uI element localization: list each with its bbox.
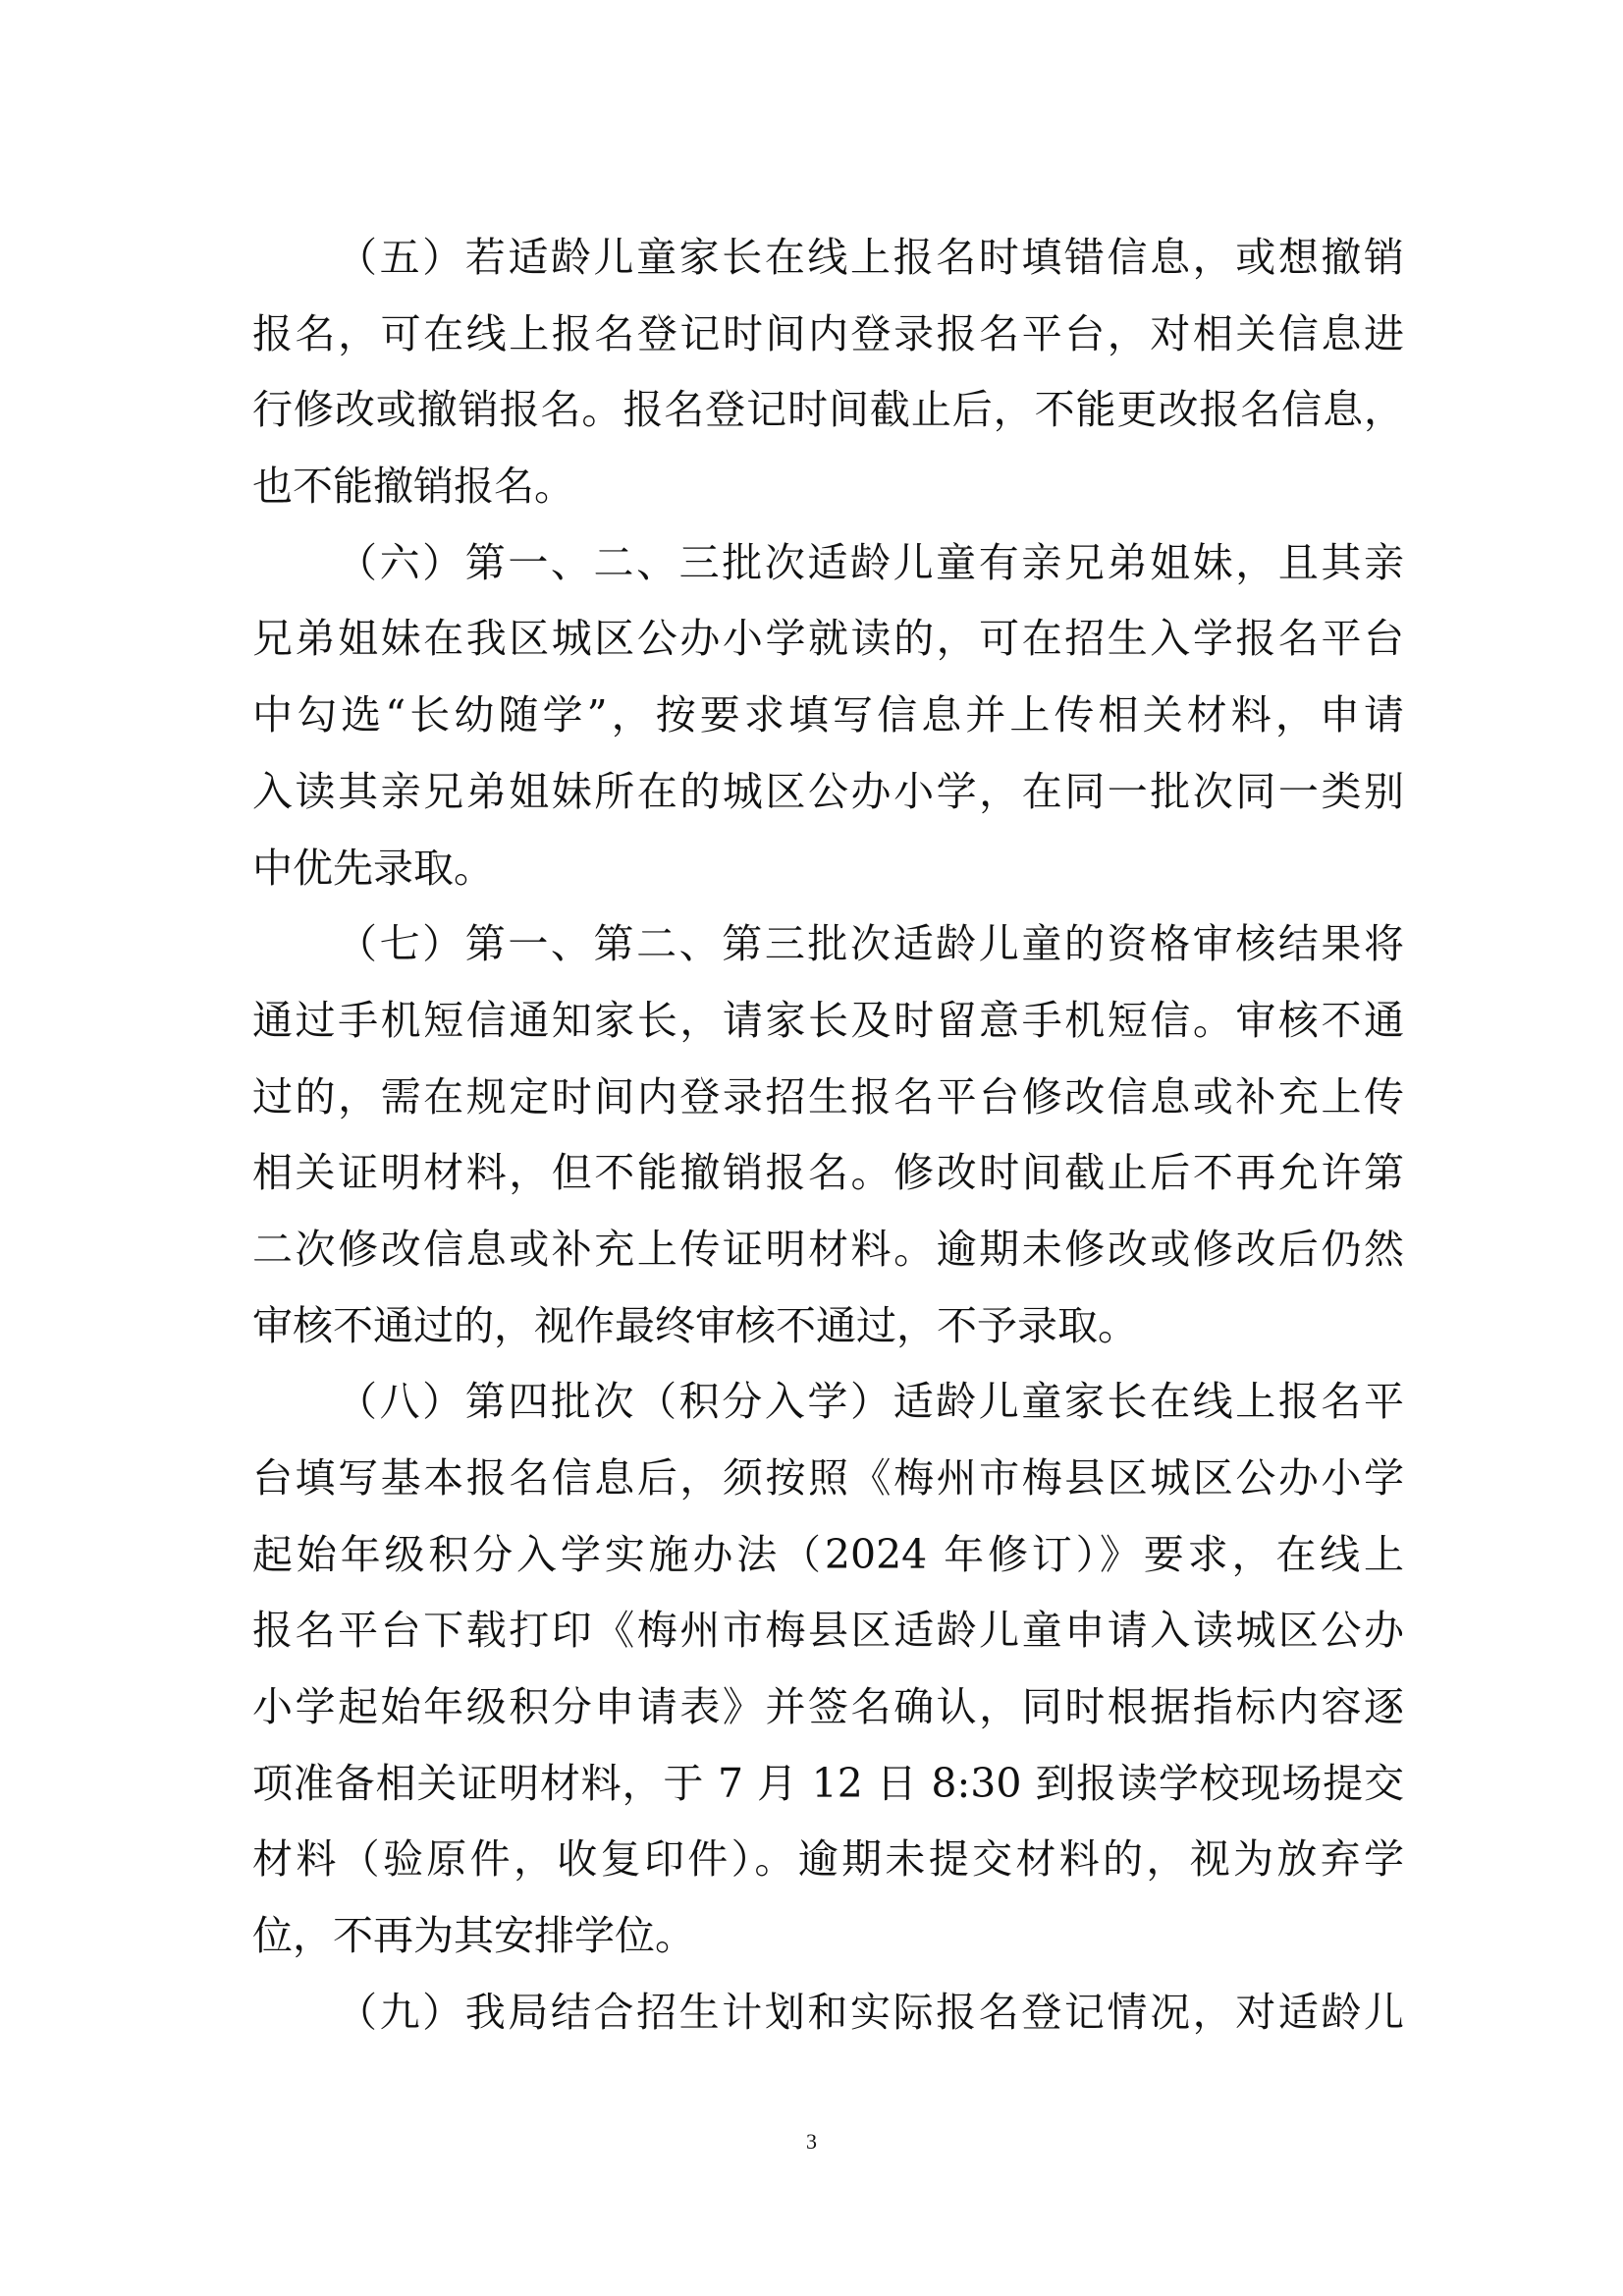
text-line: 项准备相关证明材料，于 7 月 12 日 8:30 到报读学校现场提交 [252,1759,1404,1807]
text-line: 中勾选“长幼随学”，按要求填写信息并上传相关材料，申请 [252,691,1404,739]
text-line: 兄弟姐妹在我区城区公办小学就读的，可在招生入学报名平台 [252,615,1404,663]
paragraph-5 [252,220,1404,525]
text-line: 小学起始年级积分申请表》并签名确认，同时根据指标内容逐 [252,1683,1404,1731]
text-line: 也不能撤销报名。 [252,463,574,511]
text-line: （八）第四批次（积分入学）适龄儿童家长在线上报名平 [337,1378,1404,1426]
text-line: 报名平台下载打印《梅州市梅县区适龄儿童申请入读城区公办 [252,1607,1404,1655]
paragraph-7 [252,906,1404,1364]
text-line: （五）若适龄儿童家长在线上报名时填错信息，或想撤销 [337,234,1404,281]
text-line: 中优先录取。 [252,844,494,892]
paragraph-9 [252,1975,1404,2051]
text-line: （七）第一、第二、第三批次适龄儿童的资格审核结果将 [337,920,1404,968]
text-line: 台填写基本报名信息后，须按照《梅州市梅县区城区公办小学 [252,1454,1404,1502]
page-number: 3 [806,2129,817,2154]
text-line: 报名，可在线上报名登记时间内登录报名平台，对相关信息进 [252,309,1404,357]
text-line: 行修改或撤销报名。报名登记时间截止后，不能更改报名信息， [252,386,1404,434]
text-line: 过的，需在规定时间内登录招生报名平台修改信息或补充上传 [252,1072,1404,1121]
text-line: 入读其亲兄弟姐妹所在的城区公办小学，在同一批次同一类别 [252,767,1404,815]
paragraph-8 [252,1364,1404,1975]
text-line: 材料（验原件，收复印件）。逾期未提交材料的，视为放弃学 [252,1835,1404,1884]
text-line: 相关证明材料，但不能撤销报名。修改时间截止后不再允许第 [252,1149,1404,1197]
text-line: （九）我局结合招生计划和实际报名登记情况，对适龄儿 [337,1988,1404,2036]
paragraph-6 [252,525,1404,906]
text-line: 审核不通过的，视作最终审核不通过，不予录取。 [252,1301,1138,1349]
text-line: 起始年级积分入学实施办法（2024 年修订）》要求，在线上 [252,1530,1404,1578]
text-line: （六）第一、二、三批次适龄儿童有亲兄弟姐妹，且其亲 [337,538,1404,586]
text-line: 二次修改信息或补充上传证明材料。逾期未修改或修改后仍然 [252,1225,1404,1273]
text-line: 通过手机短信通知家长，请家长及时留意手机短信。审核不通 [252,996,1404,1044]
text-line: 位，不再为其安排学位。 [252,1912,695,1960]
document-body [252,220,1404,2051]
